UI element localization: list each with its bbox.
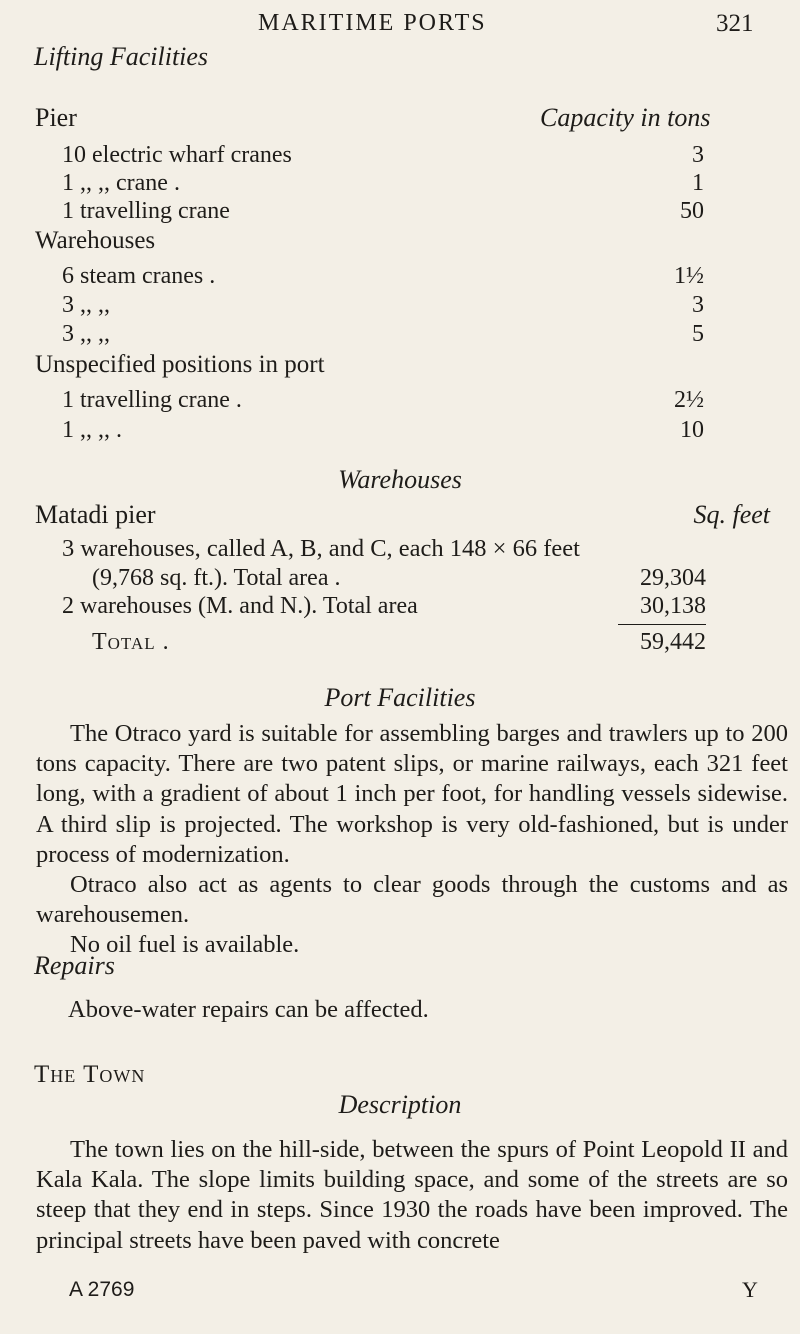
table-row-total xyxy=(92,627,706,657)
row-value: 10 xyxy=(680,417,704,443)
warehouse-description: 3 warehouses, called A, B, and C, each 148 × 66 feet xyxy=(62,535,580,562)
running-title: MARITIME PORTS xyxy=(258,10,487,36)
row-value: 59,442 xyxy=(640,629,706,655)
row-label: 2 warehouses (M. and N.). Total area xyxy=(62,593,418,619)
table-row xyxy=(62,140,704,170)
page-number: 321 xyxy=(716,10,754,37)
row-label: 1 travelling crane . xyxy=(62,387,242,413)
row-label: 1 ,, ,, crane . xyxy=(62,170,180,196)
row-label: 10 electric wharf cranes xyxy=(62,142,292,168)
row-label: 3 ,, ,, xyxy=(62,292,110,318)
row-label: (9,768 sq. ft.). Total area . xyxy=(92,565,341,591)
signature-letter: Y xyxy=(742,1277,758,1302)
port-facilities-text xyxy=(36,719,788,961)
row-label: 6 steam cranes . xyxy=(62,263,216,289)
total-rule xyxy=(618,624,706,625)
row-value: 3 xyxy=(692,292,704,318)
subheading-warehouses: Warehouses xyxy=(35,227,156,254)
paragraph: Otraco also act as agents to clear goods through the customs and as warehousemen. xyxy=(36,871,788,929)
column-header-sqfeet: Sq. feet xyxy=(693,500,770,529)
table-row xyxy=(62,591,706,621)
section-heading-town: The Town xyxy=(34,1061,146,1088)
section-heading-warehouses: Warehouses xyxy=(338,465,462,494)
row-value: 1 xyxy=(692,170,704,196)
column-header-matadi: Matadi pier xyxy=(35,500,156,529)
table-row xyxy=(62,290,704,320)
row-label: 3 ,, ,, xyxy=(62,321,110,347)
row-value: 3 xyxy=(692,142,704,168)
row-value: 1½ xyxy=(674,263,704,289)
paragraph: The Otraco yard is suitable for assembling barges and trawlers up to 200 tons capacity. There are two patent slips, or marine railways, each 321 feet long, with a gradient of about 1 inch per foot, for handling vessels sidewise. A third slip is projected. The workshop is very old-fashioned, but is under process of modernization. xyxy=(36,720,788,868)
table-row xyxy=(62,261,704,291)
section-heading-lifting: Lifting Facilities xyxy=(34,42,209,71)
row-value: 29,304 xyxy=(640,565,706,591)
section-heading-port-facilities: Port Facilities xyxy=(324,683,476,712)
subheading-description: Description xyxy=(338,1090,462,1119)
paragraph: The town lies on the hill-side, between the spurs of Point Leopold II and Kala Kala. The slope limits building space, and some of the streets are so steep that they end in steps. Since 1930 the roads have been improved. The principal streets have been paved with concrete xyxy=(36,1136,788,1254)
subheading-unspecified: Unspecified positions in port xyxy=(35,351,325,378)
column-header-capacity: Capacity in tons xyxy=(540,103,711,132)
row-value: 30,138 xyxy=(640,593,706,619)
row-label: 1 ,, ,, . xyxy=(62,417,122,443)
table-row xyxy=(62,319,704,349)
table-row xyxy=(62,415,704,445)
column-header-pier: Pier xyxy=(35,103,77,132)
town-text xyxy=(36,1135,788,1256)
repairs-text: Above-water repairs can be affected. xyxy=(68,996,429,1023)
table-row xyxy=(62,385,704,415)
table-row xyxy=(92,563,706,593)
table-row xyxy=(62,168,704,198)
row-value: 5 xyxy=(692,321,704,347)
signature-mark: A 2769 xyxy=(69,1278,135,1301)
row-label: 1 travelling crane xyxy=(62,198,230,224)
row-value: 50 xyxy=(680,198,704,224)
row-label: Total . xyxy=(92,629,170,655)
paragraph: No oil fuel is available. xyxy=(70,931,300,959)
table-row xyxy=(62,196,704,226)
section-heading-repairs: Repairs xyxy=(34,951,115,980)
row-value: 2½ xyxy=(674,387,704,413)
